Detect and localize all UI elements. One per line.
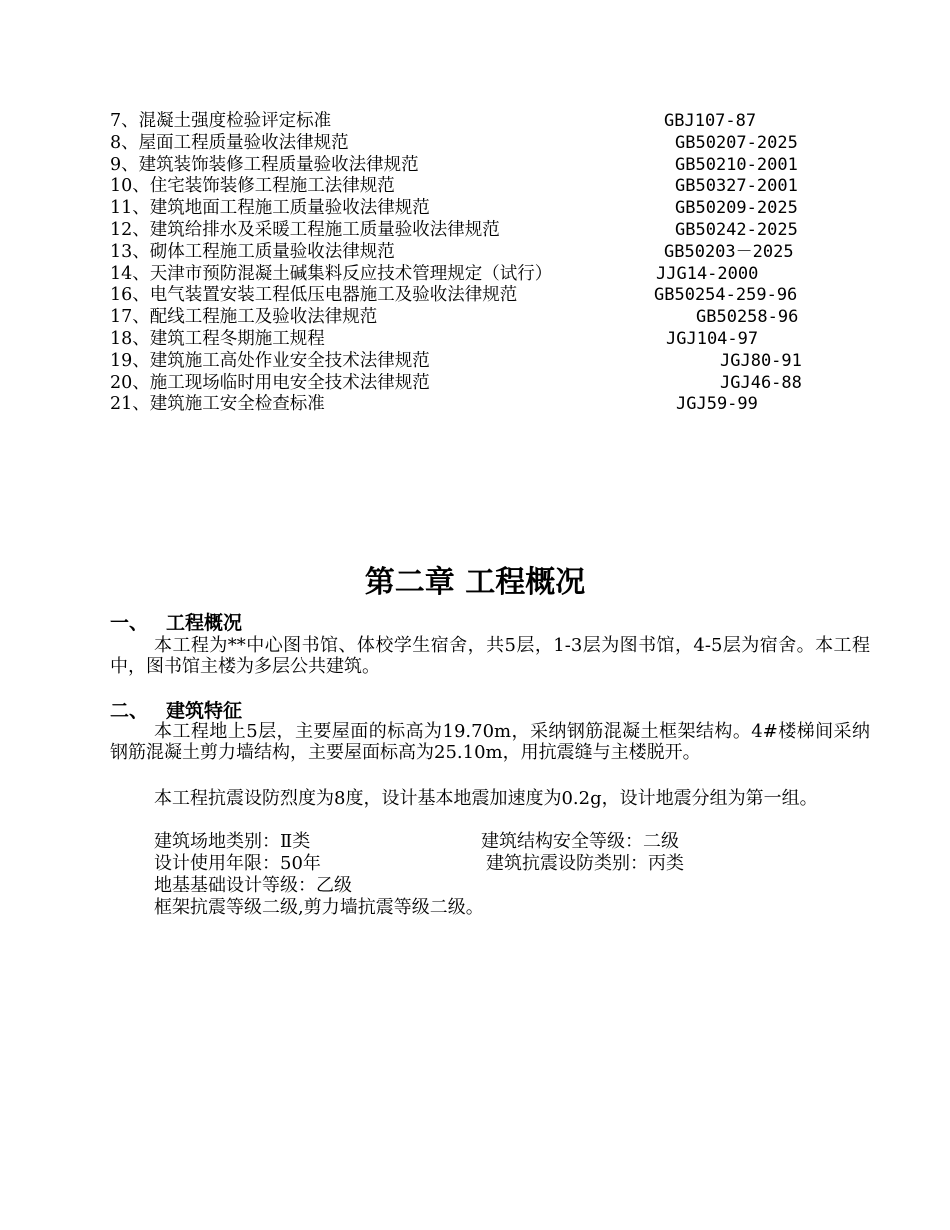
service-life: 设计使用年限：50年 [154,853,321,874]
section-heading-features [110,699,242,723]
seismic-paragraph: 本工程抗震设防烈度为8度，设计基本地震加速度为0.2g，设计地震分组为第一组。 [154,788,818,809]
standard-name: 12、建筑给排水及采暖工程施工质量验收法律规范 [110,219,500,240]
standard-item [110,176,810,198]
section-heading-overview [110,611,242,635]
standard-code: GB50203－2025 [664,241,794,262]
standard-item [110,242,810,264]
standard-item [110,329,810,351]
section-title: 工程概况 [166,612,243,634]
standard-code: JGJ80-91 [720,350,802,371]
standard-code: JGJ104-97 [666,328,759,349]
standard-code: GB50207-2025 [675,132,798,153]
standard-name: 9、建筑装饰装修工程质量验收法律规范 [110,154,419,175]
standard-name: 20、施工现场临时用电安全技术法律规范 [110,372,430,393]
standard-name: 16、电气装置安装工程低压电器施工及验收法律规范 [110,285,518,306]
standard-item [110,351,810,373]
standard-name: 19、建筑施工高处作业安全技术法律规范 [110,350,430,371]
standard-code: GB50210-2001 [675,154,798,175]
safety-grade: 建筑结构安全等级：二级 [481,831,679,852]
standard-name: 17、配线工程施工及验收法律规范 [110,307,378,328]
standard-name: 14、天津市预防混凝土碱集料反应技术管理规定（试行） [110,263,553,284]
standard-name: 7、混凝土强度检验评定标准 [110,111,332,131]
overview-paragraph: 本工程为**中心图书馆、体校学生宿舍，共5层，1-3层为图书馆，4-5层为宿舍。本工程中，图书馆主楼为多层公共建筑。 [110,635,870,677]
site-class: 建筑场地类别：Ⅱ类 [154,831,311,852]
standard-code: JJG14-2000 [656,263,759,284]
standard-item [110,198,810,220]
standard-name: 8、屋面工程质量验收法律规范 [110,132,349,153]
standard-code: JGJ46-88 [720,372,802,393]
standard-item [110,373,810,395]
standard-name: 21、建筑施工安全检查标准 [110,394,325,415]
standard-item [110,155,810,177]
standard-code: JGJ59-99 [676,394,758,415]
standard-code: GB50258-96 [696,307,799,328]
standard-code: GBJ107-87 [664,111,757,131]
standard-name: 10、住宅装饰装修工程施工法律规范 [110,176,395,197]
section-title: 建筑特征 [166,700,243,722]
standard-code: GB50209-2025 [675,198,798,219]
standard-item [110,307,810,329]
standard-item [110,111,810,133]
foundation-grade: 地基基础设计等级：乙级 [154,875,352,896]
standard-name: 18、建筑工程冬期施工规程 [110,328,325,349]
structure-paragraph: 本工程地上5层，主要屋面的标高为19.70m，采纳钢筋混凝土框架结构。4#楼梯间采纳钢筋混凝土剪力墙结构，主要屋面标高为25.10m，用抗震缝与主楼脱开。 [110,721,870,763]
frame-seismic-grade: 框架抗震等级二级,剪力墙抗震等级二级。 [154,897,484,918]
seismic-category: 建筑抗震设防类别：丙类 [486,853,684,874]
standards-list [110,111,810,416]
standard-code: GB50242-2025 [675,219,798,240]
standard-item [110,285,810,307]
standard-code: GB50327-2001 [675,176,798,197]
standard-item [110,394,810,416]
standard-item [110,220,810,242]
section-number: 二、 [110,700,149,722]
section-number: 一、 [110,612,149,634]
standard-code: GB50254-259-96 [654,285,798,306]
chapter-title: 第二章 工程概况 [364,565,586,600]
standard-item [110,133,810,155]
standard-name: 13、砌体工程施工质量验收法律规范 [110,241,395,262]
standard-name: 11、建筑地面工程施工质量验收法律规范 [110,198,430,219]
standard-item [110,264,810,286]
